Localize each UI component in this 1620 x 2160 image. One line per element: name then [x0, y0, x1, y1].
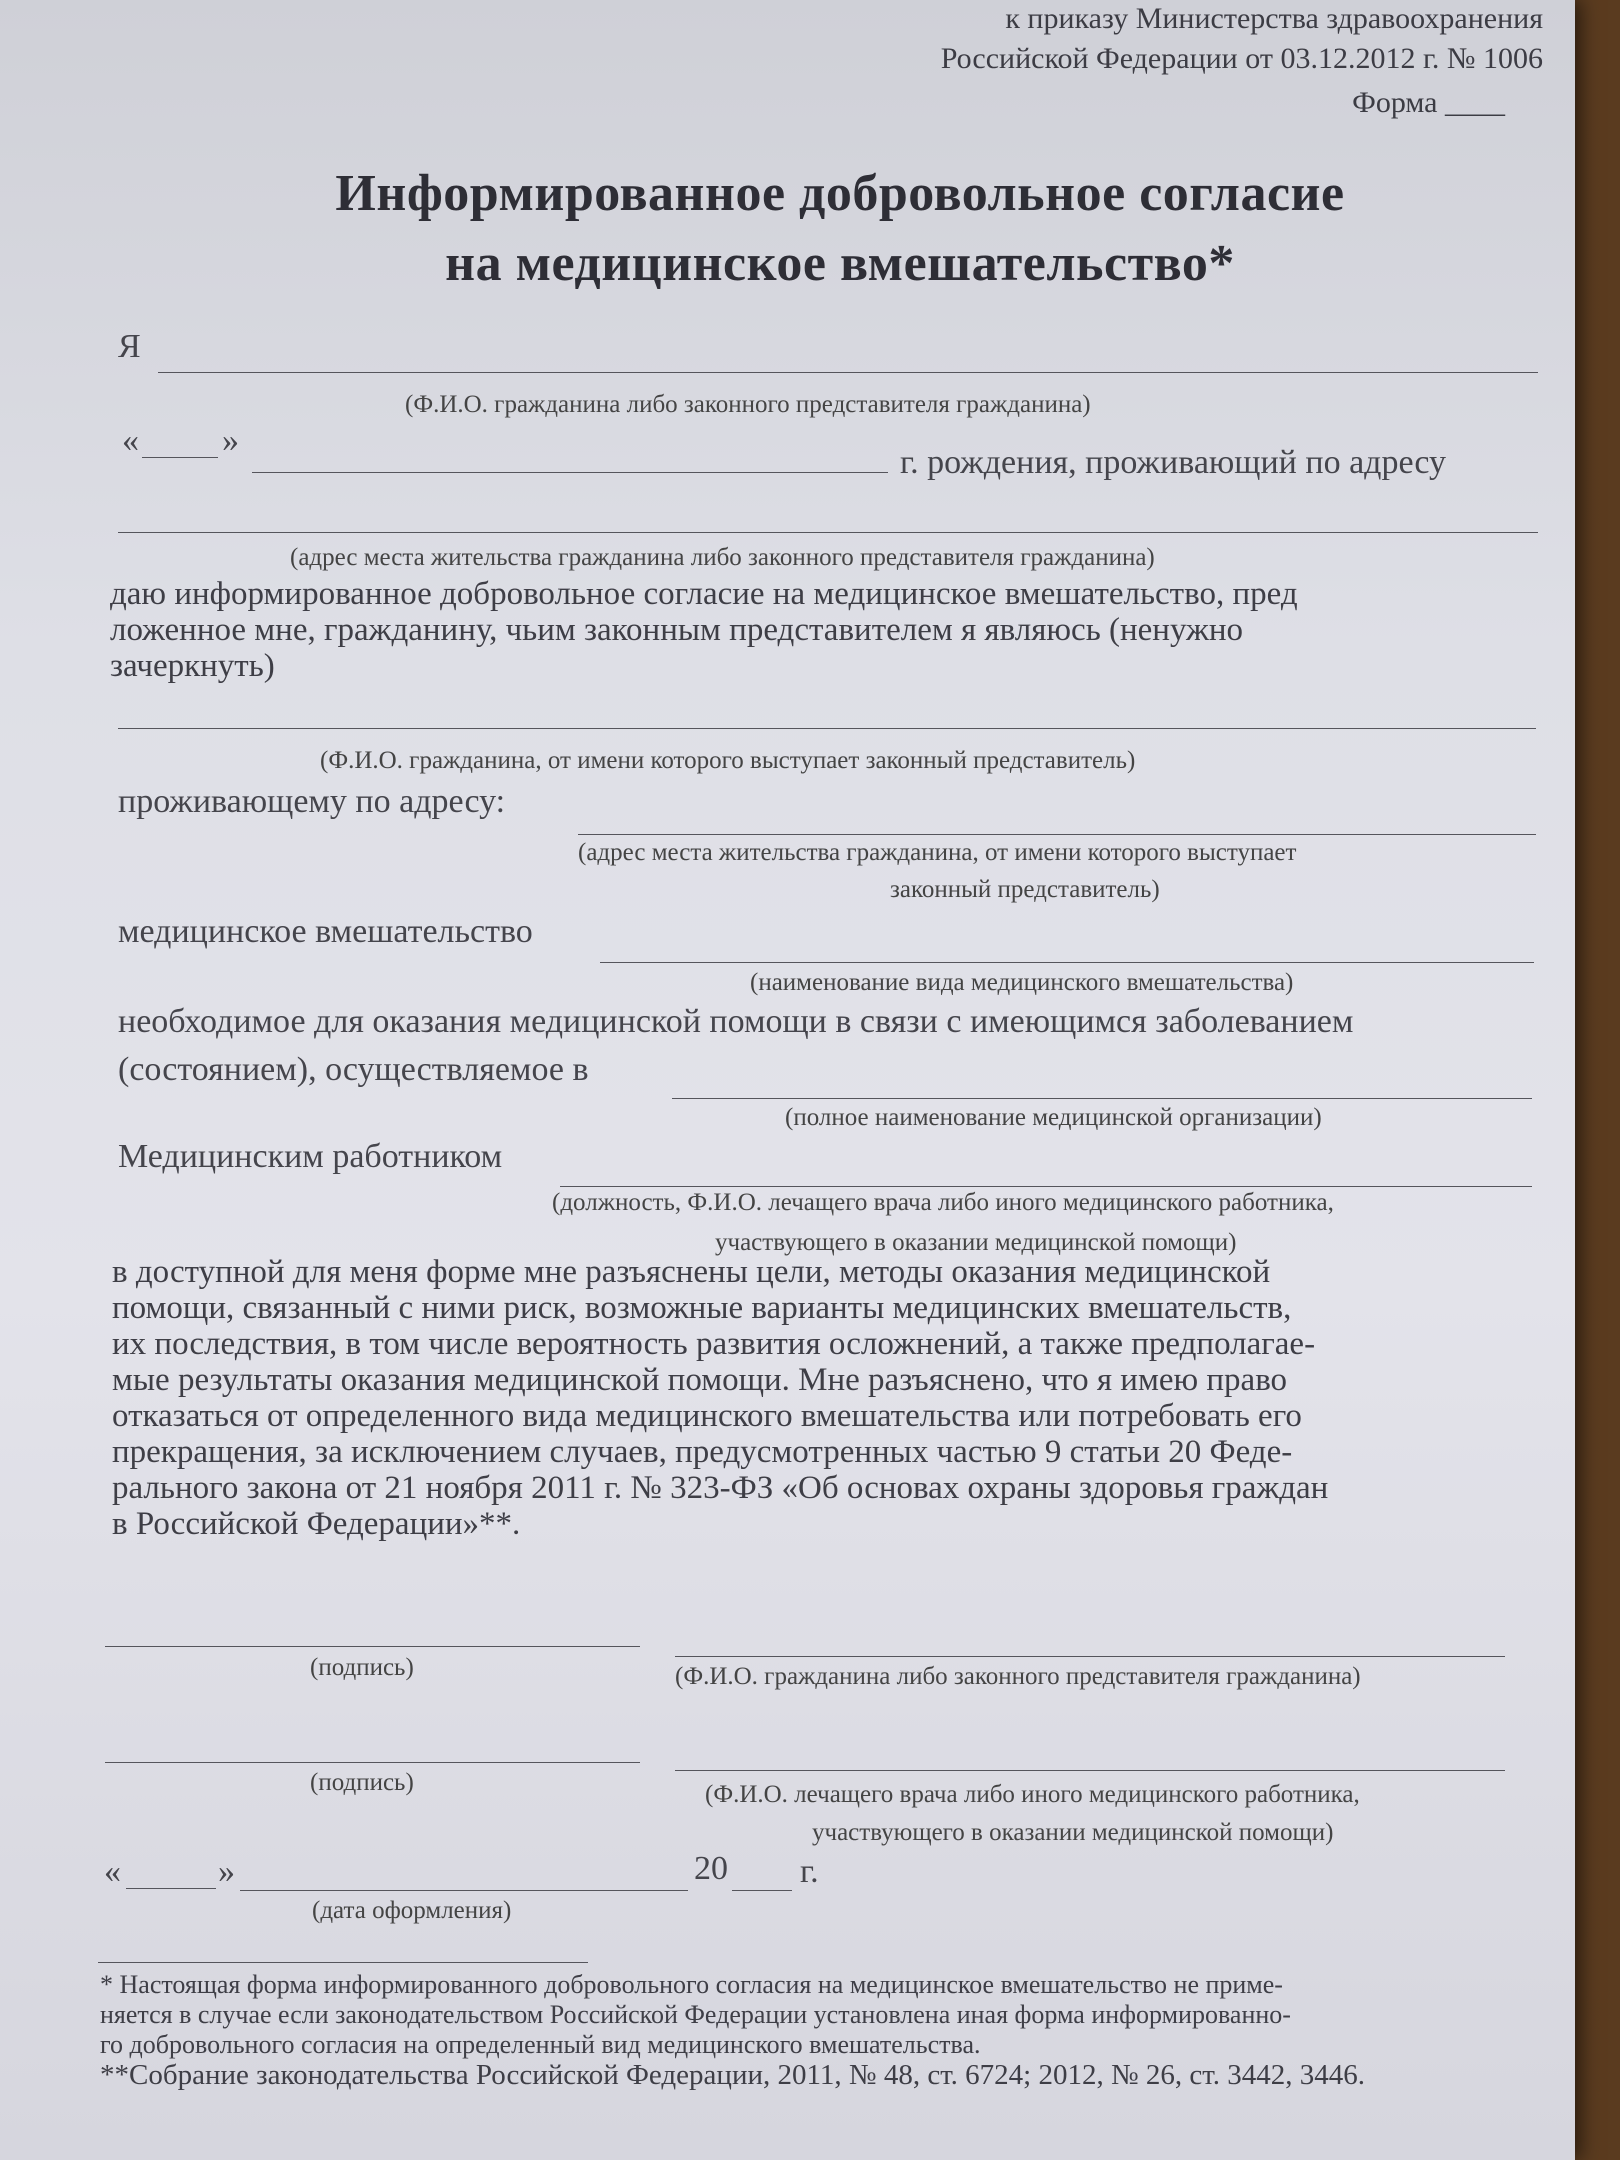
worker-field-line[interactable] [560, 1186, 1532, 1187]
form-number-label: Форма ____ [1352, 86, 1505, 119]
citizen-name-line[interactable] [675, 1656, 1505, 1657]
explanation-line-4: мые результаты оказания медицинской помощи. Мне разъяснено, что я имею право [112, 1362, 1288, 1398]
citizen-signature-line[interactable] [105, 1646, 640, 1647]
doctor-name-line[interactable] [675, 1770, 1505, 1771]
citizen-signature-caption: (подпись) [310, 1654, 414, 1681]
residing-label: проживающему по адресу: [118, 783, 506, 820]
ya-label: Я [118, 328, 141, 365]
birth-date-open-quote: « [122, 422, 139, 459]
address-field-line[interactable] [118, 532, 1538, 533]
caption-organization: (полное наименование медицинской организации) [785, 1104, 1322, 1131]
date-close-quote: » [218, 1853, 235, 1890]
explanation-line-3: их последствия, в том числе вероятность развития осложнений, а также предполагае- [112, 1326, 1316, 1362]
date-year-field-line[interactable] [732, 1890, 792, 1891]
caption-fio-ward: (Ф.И.О. гражданина, от имени которого выступает законный представитель) [320, 747, 1136, 774]
consent-line-2: ложенное мне, гражданину, чьим законным представителем я являюсь (ненужно [110, 612, 1243, 648]
worker-label: Медицинским работником [118, 1138, 503, 1175]
necessary-line-2: (состоянием), осуществляемое в [118, 1051, 589, 1088]
intervention-label: медицинское вмешательство [118, 913, 533, 950]
consent-paragraph [110, 576, 1530, 684]
fio-field-line[interactable] [158, 372, 1538, 373]
birth-date-close-quote: » [222, 422, 239, 459]
caption-worker-1: (должность, Ф.И.О. лечащего врача либо иного медицинского работника, [552, 1189, 1334, 1216]
doctor-signature-caption: (подпись) [310, 1769, 414, 1796]
intervention-field-line[interactable] [600, 962, 1534, 963]
ward-fio-field-line[interactable] [118, 728, 1536, 729]
explanation-line-8: в Российской Федерации»**. [112, 1506, 521, 1542]
footnote-separator [98, 1962, 588, 1963]
organization-field-line[interactable] [672, 1098, 1532, 1099]
ward-address-field-line[interactable] [578, 834, 1536, 835]
footnote-line-2: няется в случае если законодательством Российской Федерации установлена иная форма информированно- [100, 2000, 1291, 2029]
explanation-line-5: отказаться от определенного вида медицинского вмешательства или потребовать его [112, 1398, 1302, 1434]
caption-address-ward-1: (адрес места жительства гражданина, от имени которого выступает [578, 839, 1297, 866]
footnote-line-4: **Собрание законодательства Российской Федерации, 2011, № 48, ст. 6724; 2012, № 26, ст. 3442, 3446. [100, 2059, 1366, 2091]
caption-intervention: (наименование вида медицинского вмешательства) [750, 969, 1294, 996]
header-order-line: к приказу Министерства здравоохранения [1005, 2, 1543, 35]
date-caption: (дата оформления) [312, 1897, 512, 1924]
caption-worker-2: участвующего в оказании медицинской помощи) [715, 1229, 1237, 1256]
doctor-signature-line[interactable] [105, 1762, 640, 1763]
necessary-line-1: необходимое для оказания медицинской помощи в связи с имеющимся заболеванием [118, 1003, 1354, 1040]
date-open-quote: « [104, 1853, 121, 1890]
explanation-line-2: помощи, связанный с ними риск, возможные варианты медицинских вмешательств, [112, 1290, 1292, 1326]
footnote-line-1: * Настоящая форма информированного добровольного согласия на медицинское вмешательство не приме- [100, 1970, 1283, 1999]
document-title-line2: на медицинское вмешательство* [445, 235, 1235, 292]
date-year-suffix: г. [800, 1853, 819, 1890]
caption-address: (адрес места жительства гражданина либо законного представителя гражданина) [290, 544, 1155, 571]
date-day-field-line[interactable] [126, 1888, 216, 1889]
doctor-name-caption-1: (Ф.И.О. лечащего врача либо иного медицинского работника, [705, 1781, 1360, 1808]
caption-address-ward-2: законный представитель) [890, 876, 1160, 903]
consent-line-3: зачеркнуть) [110, 648, 275, 684]
explanation-line-7: рального закона от 21 ноября 2011 г. № 323-ФЗ «Об основах охраны здоровья граждан [112, 1470, 1329, 1506]
birth-label: г. рождения, проживающий по адресу [900, 444, 1447, 481]
date-year-prefix: 20 [694, 1850, 728, 1887]
consent-line-1: даю информированное добровольное согласие на медицинское вмешательство, пред [110, 576, 1298, 612]
birth-month-year-field-line[interactable] [252, 472, 888, 473]
doctor-name-caption-2: участвующего в оказании медицинской помощи) [812, 1819, 1334, 1846]
explanation-paragraph [112, 1254, 1532, 1542]
citizen-name-caption: (Ф.И.О. гражданина либо законного представителя гражданина) [675, 1663, 1361, 1690]
document-title-line1: Информированное добровольное согласие [335, 165, 1345, 222]
header-date-line: Российской Федерации от 03.12.2012 г. № 1006 [940, 42, 1543, 75]
explanation-line-1: в доступной для меня форме мне разъяснены цели, методы оказания медицинской [112, 1254, 1271, 1290]
birth-day-field-line[interactable] [142, 457, 218, 458]
footnotes [100, 1970, 1540, 2090]
caption-fio: (Ф.И.О. гражданина либо законного представителя гражданина) [405, 391, 1091, 418]
explanation-line-6: прекращения, за исключением случаев, предусмотренных частью 9 статьи 20 Феде- [112, 1434, 1293, 1470]
footnote-line-3: го добровольного согласия на определенный вид медицинского вмешательства. [100, 2030, 981, 2059]
date-month-field-line[interactable] [240, 1890, 688, 1891]
